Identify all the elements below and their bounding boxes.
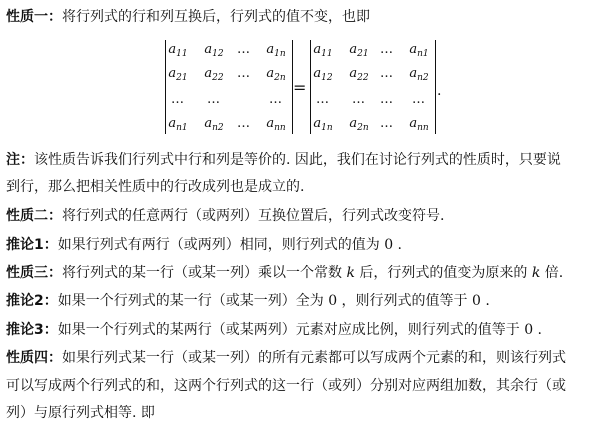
property-four-line-1 xyxy=(6,349,602,367)
determinant-entry: $a_{n2}$ xyxy=(409,66,429,83)
corollary-two-text: 如果一个行列式的某一行（或某一列）全为 0 ，则行列式的值等于 0 . xyxy=(57,293,490,309)
determinant-entry: $a_{nn}$ xyxy=(409,116,429,133)
note-line-2 xyxy=(6,178,602,196)
corollary-one-text: 如果行列式有两行（或两列）相同，则行列式的值为 0 . xyxy=(57,237,403,253)
constant-k-1: k xyxy=(346,265,355,281)
determinant-entry: $a_{1n}$ xyxy=(266,42,286,59)
determinant-entry: … xyxy=(380,92,394,107)
property-two-line xyxy=(6,207,602,225)
determinant-entry: … xyxy=(269,92,283,107)
constant-k-2: k xyxy=(531,265,541,281)
corollary-three-text: 如果一个行列式的某两行（或某两列）元素对应成比例，则行列式的值等于 0 . xyxy=(57,322,543,338)
determinant-entry: $a_{21}$ xyxy=(168,66,188,83)
property-one-line xyxy=(6,8,602,26)
determinant-entry: $a_{1n}$ xyxy=(313,116,333,133)
note-line-1 xyxy=(6,151,602,169)
determinant-entry: … xyxy=(237,42,251,57)
determinant-entry: … xyxy=(237,116,251,131)
determinant-entry: $a_{2n}$ xyxy=(266,66,286,83)
note-text-2: 到行，那么把相关性质中的行改成列也是成立的. xyxy=(6,179,305,195)
determinant-entry: … xyxy=(380,66,394,81)
property-two-text: 将行列式的任意两行（或两列）互换位置后，行列式改变符号. xyxy=(62,208,445,224)
property-four-text-1: 如果行列式某一行（或某一列）的所有元素都可以写成两个元素的和，则该行列式 xyxy=(62,350,566,366)
determinant-entry: $a_{2n}$ xyxy=(349,116,369,133)
determinant-entry: $a_{11}$ xyxy=(168,42,188,59)
determinant-entry: … xyxy=(412,92,426,107)
corollary-one-line xyxy=(6,236,602,254)
determinant-entry: $a_{22}$ xyxy=(204,66,224,83)
determinant-entry: $a_{21}$ xyxy=(349,42,369,59)
property-two-label: 性质二： xyxy=(6,208,62,224)
determinant-entry: … xyxy=(237,66,251,81)
determinant-entry: … xyxy=(171,92,185,107)
corollary-two-line xyxy=(6,292,602,310)
note-label: 注： xyxy=(6,152,34,168)
determinant-entry: $a_{11}$ xyxy=(313,42,333,59)
property-four-label: 性质四： xyxy=(6,350,62,366)
determinant-entry: $a_{22}$ xyxy=(349,66,369,83)
property-three-text-b: 后，行列式的值变为原来的 xyxy=(354,265,532,281)
determinant-left xyxy=(165,40,293,134)
determinant-entry: … xyxy=(316,92,330,107)
determinant-entry: $a_{n2}$ xyxy=(204,116,224,133)
determinant-entry: $a_{n1}$ xyxy=(409,42,429,59)
determinant-entry: $a_{12}$ xyxy=(204,42,224,59)
determinant-entry: $a_{nn}$ xyxy=(266,116,286,133)
property-one-label: 性质 xyxy=(6,9,34,25)
determinant-entry: … xyxy=(380,42,394,57)
property-four-text-2: 可以写成两个行列式的和，这两个行列式的这一行（或列）分别对应两组加数，其余行（或 xyxy=(6,378,566,394)
property-three-line xyxy=(6,264,602,282)
determinant-entry: … xyxy=(380,116,394,131)
property-four-line-2 xyxy=(6,377,602,395)
determinant-entry: $a_{n1}$ xyxy=(168,116,188,133)
property-four-line-3 xyxy=(6,404,602,422)
determinant-entry: … xyxy=(207,92,221,107)
property-three-text-a: 将行列式的某一行（或某一列）乘以一个常数 xyxy=(62,265,347,281)
note-text-1: 该性质告诉我们行列式中行和列是等价的. 因此，我们在讨论行列式的性质时，只要说 xyxy=(34,152,561,168)
property-three-label: 性质三： xyxy=(6,265,62,281)
corollary-three-line xyxy=(6,321,602,339)
property-three-text-c: 倍. xyxy=(540,265,564,281)
equals-sign: = xyxy=(293,78,307,97)
determinant-entry: $a_{12}$ xyxy=(313,66,333,83)
property-one-text: 将行列式的行和列互换后，行列式的值不变，也即 xyxy=(62,9,370,25)
determinant-right xyxy=(310,40,436,134)
property-one-label-suffix: 一： xyxy=(34,9,62,25)
determinant-period: . xyxy=(437,83,442,99)
determinant-entry: … xyxy=(352,92,366,107)
corollary-two-label: 推论2： xyxy=(6,293,58,309)
property-four-text-3: 列）与原行列式相等. 即 xyxy=(6,405,155,421)
corollary-one-label: 推论1： xyxy=(6,237,58,253)
corollary-three-label: 推论3： xyxy=(6,322,58,338)
